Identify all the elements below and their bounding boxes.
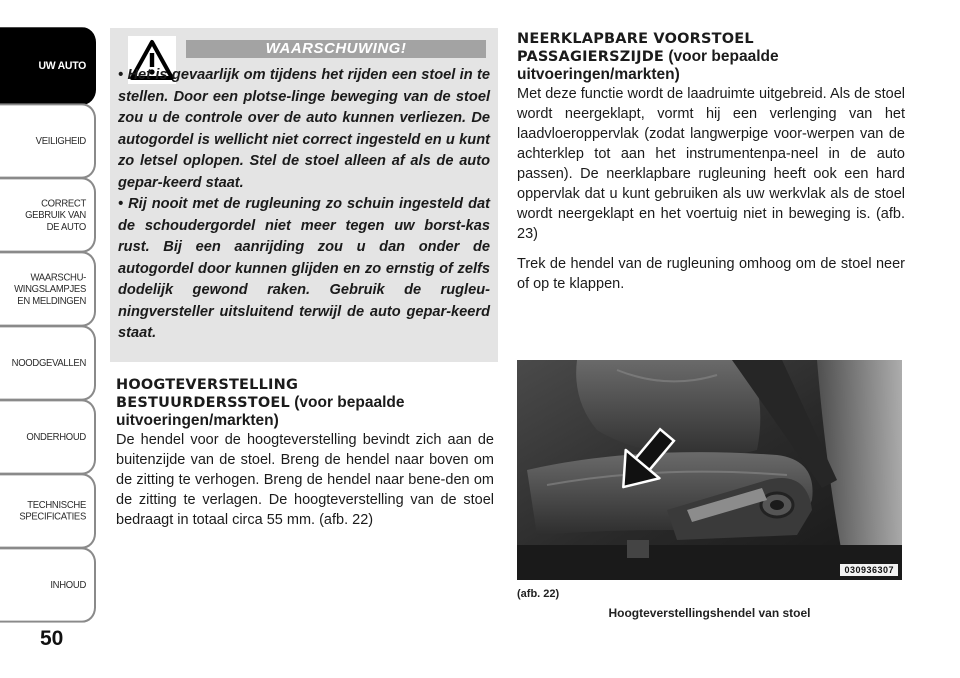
heading-qualifier: (voor bepaalde uitvoeringen/markten): [116, 394, 405, 429]
section-body-2: Trek de hendel van de rugleuning omhoog om de stoel neer of op te klappen.: [517, 256, 905, 292]
figure-caption: Hoogteverstellingshendel van stoel: [608, 606, 811, 620]
tab-onderhoud[interactable]: ONDERHOUD: [0, 399, 96, 475]
tab-inhoud[interactable]: INHOUD: [0, 547, 96, 623]
section-seat-height: [116, 376, 494, 530]
section-body: De hendel voor de hoogteverstelling bevindt zich aan de buitenzijde van de stoel. Breng de hendel naar boven om de zitting te verhogen. Breng de hendel naar bene-den om de zitting te verlagen. De hoogteverstelling van de stoel bedraagt in totaal circa 55 mm. (afb. 22): [116, 432, 494, 528]
section-heading: [116, 376, 494, 430]
heading-caps: NEERKLAPBARE VOORSTOEL PASSAGIERSZIJDE: [517, 31, 754, 65]
seat-height-figure: [517, 360, 902, 580]
figure-code: 030936307: [840, 564, 898, 576]
section-body-1: Met deze functie wordt de laadruimte uitgebreid. Als de stoel wordt neergeklapt, vormt hij een verlenging van het laadvloeroppervlak (zodat langwerpige voor-werpen van de achterklep tot aan het instrumentenpa-neel in de auto passen). De neerklapbare rugleuning heeft ook een hard oppervlak dat u kunt gebruiken als uw werkvlak als de stoel wordt neergeklapt en het voertuig niet in beweging is. (afb. 23): [517, 86, 905, 242]
heading-qualifier: (voor bepaalde uitvoeringen/markten): [517, 48, 779, 83]
page-number: 50: [40, 627, 64, 650]
warning-title: WAARSCHUWING!: [186, 40, 486, 58]
tab-waarschuwingslampjes[interactable]: WAARSCHU- WINGSLAMPJES EN MELDINGEN: [0, 251, 96, 327]
figure-reference: (afb. 22): [517, 588, 560, 600]
tab-noodgevallen[interactable]: NOODGEVALLEN: [0, 325, 96, 401]
warning-box: [110, 28, 498, 362]
heading-caps: HOOGTEVERSTELLING BESTUURDERSSTOEL: [116, 377, 299, 411]
section-heading: [517, 30, 905, 84]
tab-technische-specificaties[interactable]: TECHNISCHE SPECIFICATIES: [0, 473, 96, 549]
warning-item-1: • Het is gevaarlijk om tijdens het rijden een stoel in te stellen. Door een plotse-linge beweging van de stoel zou u de controle over de auto kunnen verliezen. De autogordel is wellicht niet correct ingesteld en u kunt zo letsel oplopen. Stel de stoel alleen af als de auto gepar-keerd staat.: [118, 67, 490, 191]
seat-photo: [517, 360, 902, 580]
tab-veiligheid[interactable]: VEILIGHEID: [0, 103, 96, 179]
warning-item-2: • Rij nooit met de rugleuning zo schuin ingesteld dat de schoudergordel niet meer tegen uw borst-kas rust. Bij een aanrijding zou u dan onder de autogordel door kunnen glijden en zo ernstig of zelfs dodelijk gewond raken. Gebruik de rugleu-ningversteller uitsluitend terwijl de auto gepar-keerd staat.: [118, 196, 490, 341]
tab-correct-gebruik[interactable]: CORRECT GEBRUIK VAN DE AUTO: [0, 177, 96, 253]
tab-uw-auto[interactable]: UW AUTO: [0, 27, 96, 105]
section-fold-seat: [517, 30, 905, 304]
